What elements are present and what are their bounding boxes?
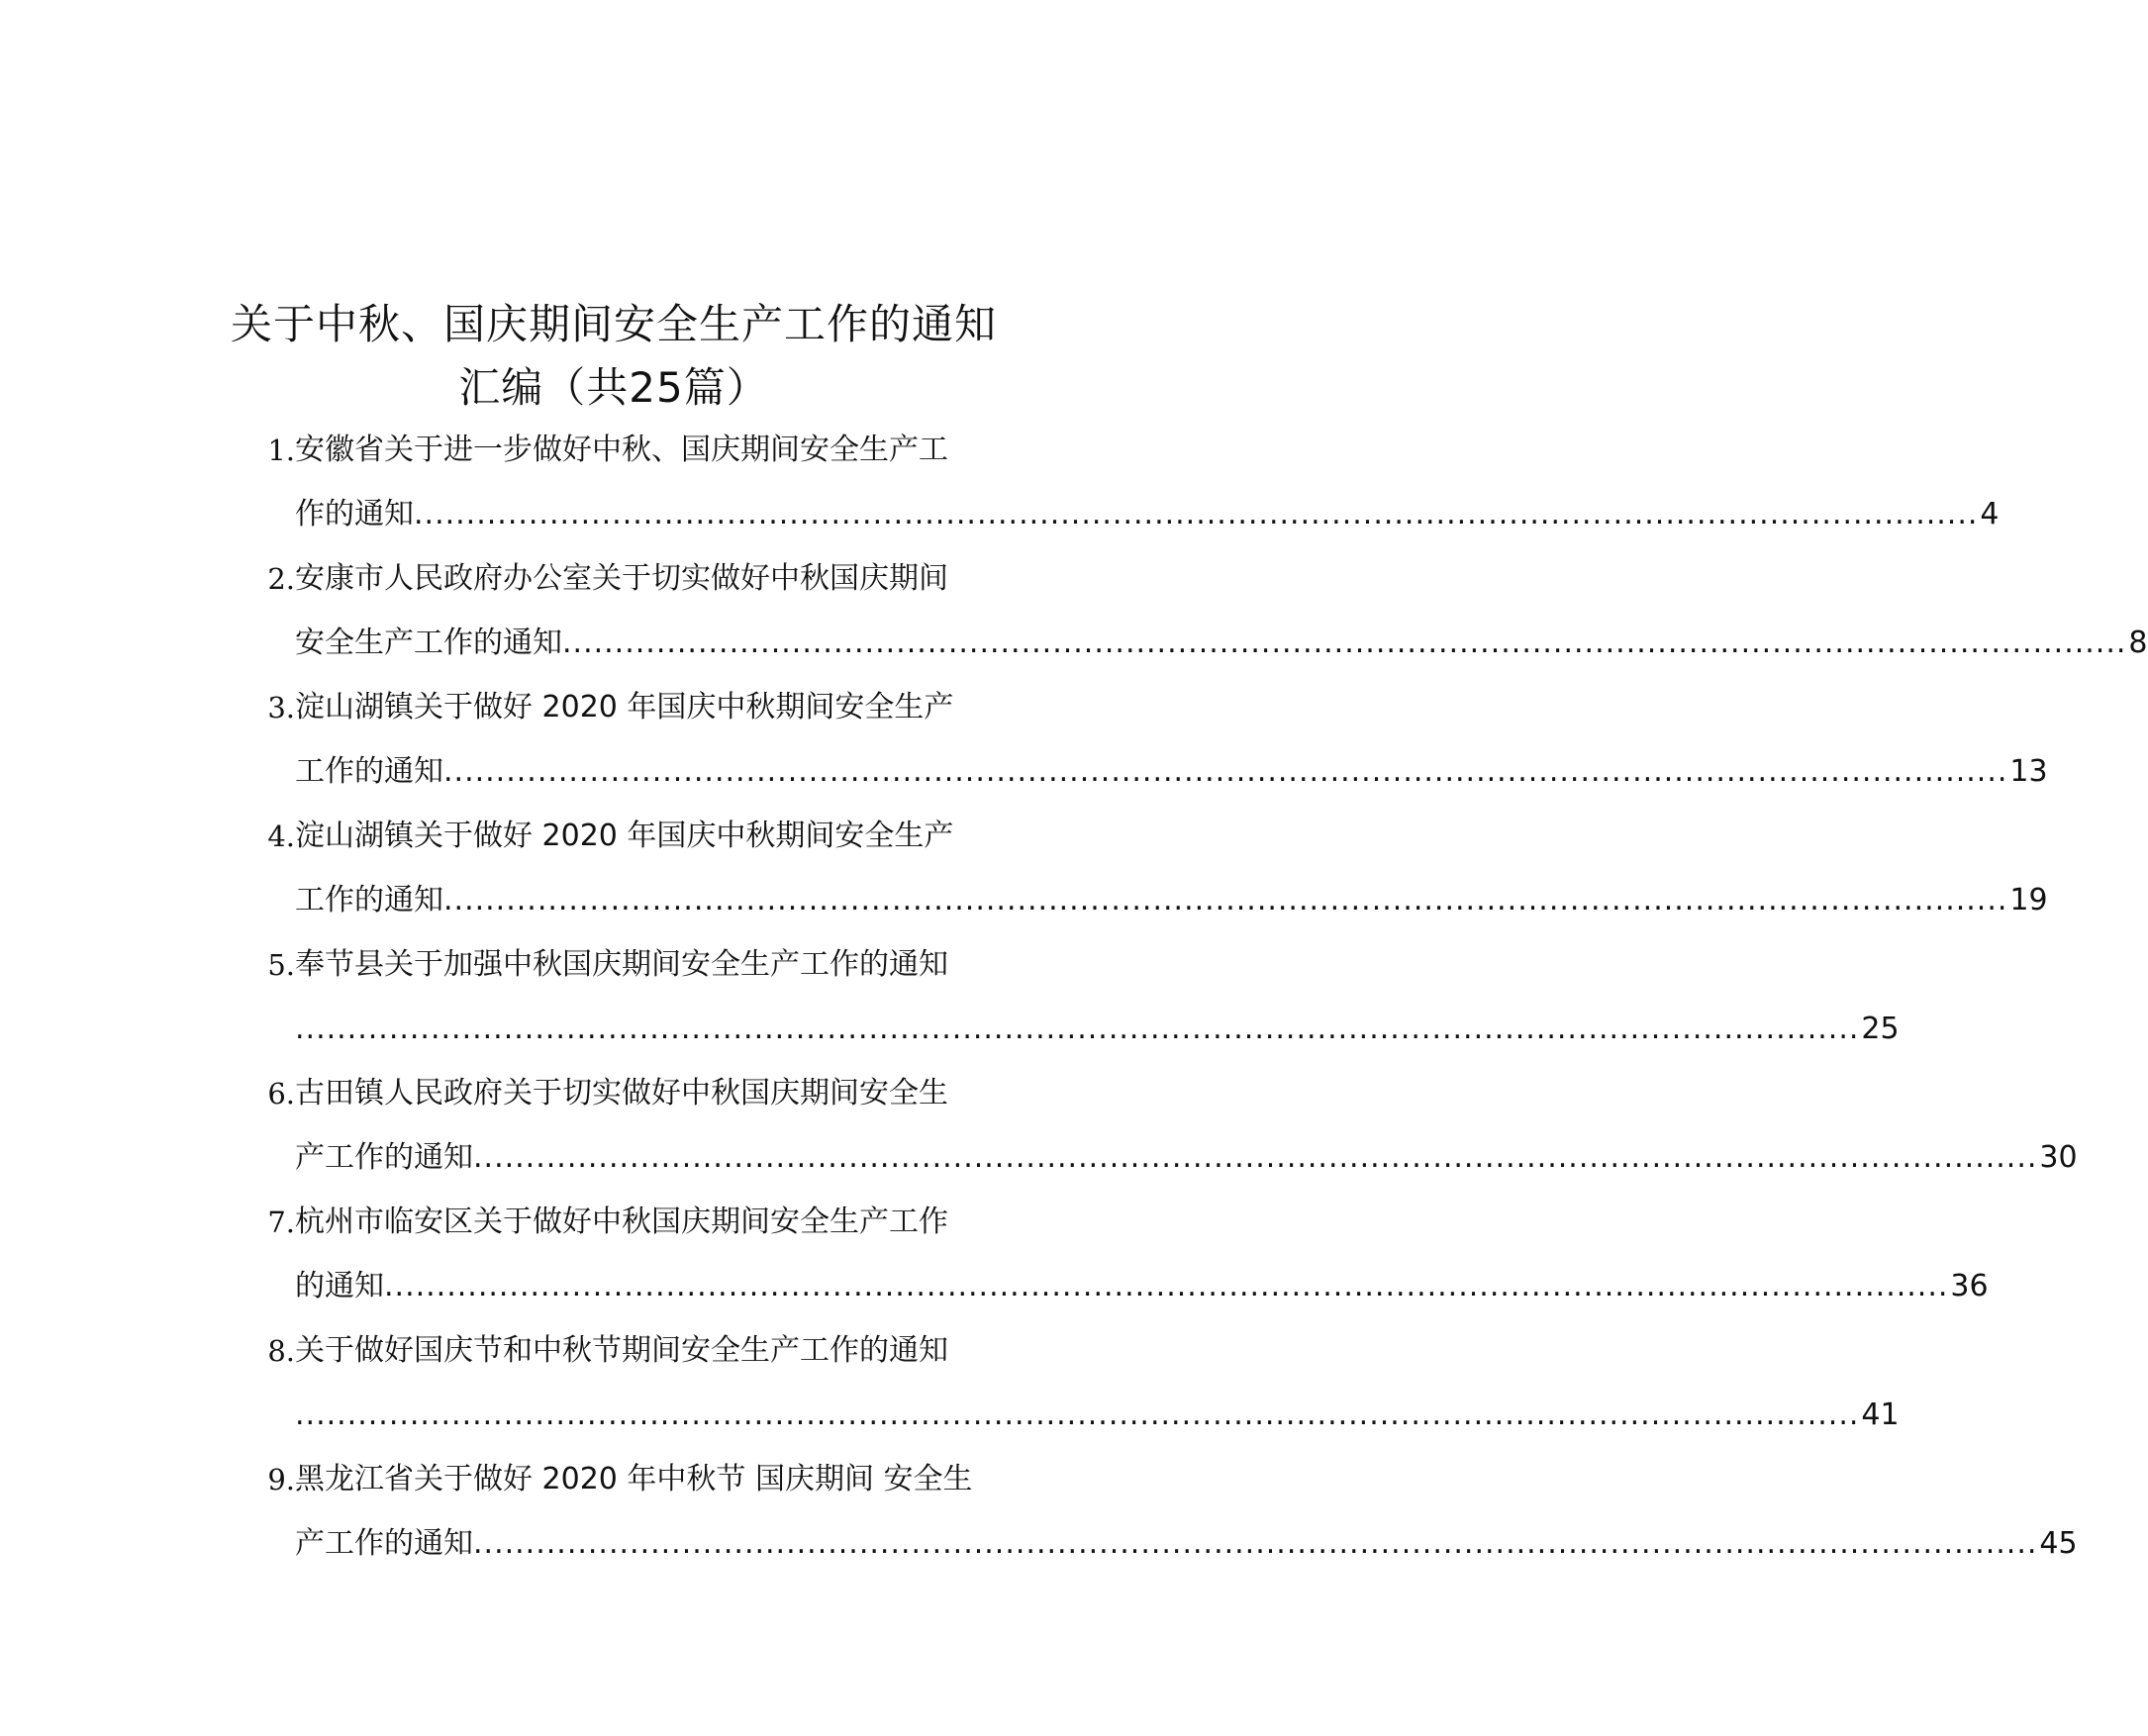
toc-entry-3[interactable] [238, 676, 2048, 805]
dot-leader: ...................................................................................................................................................... [443, 754, 2008, 789]
toc-entry-title-tail: 工作的通知 [295, 883, 443, 917]
toc-entry-title-tail: 产工作的通知 [295, 1140, 473, 1175]
dot-leader: ...................................................................................................................................................... [473, 1526, 2038, 1561]
toc-entry-title: 安徽省关于进一步做好中秋、国庆期间安全生产工 [295, 433, 948, 467]
dot-leader: ...................................................................................................................................................... [473, 1140, 2038, 1175]
toc-entry-number: 7. [267, 1206, 295, 1239]
toc-entry-continuation [295, 1126, 2078, 1190]
toc-entry-continuation [295, 1255, 1989, 1318]
toc-page-number: 25 [1861, 1012, 1900, 1046]
toc-entry-title: 黑龙江省关于做好 2020 年中秋节 国庆期间 安全生 [295, 1462, 973, 1496]
toc-entry-title-tail: 的通知 [295, 1269, 384, 1303]
toc-entry-continuation [295, 869, 2048, 932]
toc-entry-number: 6. [267, 1077, 295, 1110]
toc-entry-title-tail: 作的通知 [295, 497, 414, 531]
toc-entry-continuation [295, 740, 2048, 804]
dot-leader: ...................................................................................................................................................... [295, 1398, 1860, 1432]
toc-entry-continuation [295, 1512, 2078, 1576]
toc-entry-7[interactable] [238, 1191, 1989, 1319]
toc-entry-1[interactable] [238, 419, 2000, 547]
toc-entry-title-tail: 安全生产工作的通知 [295, 626, 562, 660]
toc-entry-number: 8. [267, 1334, 295, 1368]
toc-entry-number: 5. [267, 948, 295, 982]
toc-entry-title: 淀山湖镇关于做好 2020 年国庆中秋期间安全生产 [295, 819, 954, 853]
toc-page-number: 19 [2009, 883, 2048, 917]
toc-entry-title: 杭州市临安区关于做好中秋国庆期间安全生产工作 [295, 1205, 948, 1239]
toc-page-number: 36 [1950, 1269, 1989, 1303]
toc-entry-continuation [295, 612, 2148, 675]
toc-entry-title: 奉节县关于加强中秋国庆期间安全生产工作的通知 [295, 947, 948, 982]
document-title-line2: 汇编（共25篇） [458, 363, 769, 412]
toc-entry-number: 2. [267, 562, 295, 596]
toc-entry-continuation [295, 998, 1900, 1061]
toc-entry-continuation [295, 483, 2000, 546]
document-title-line1: 关于中秋、国庆期间安全生产工作的通知 [230, 300, 997, 348]
toc-entry-5[interactable] [238, 933, 1900, 1062]
toc-entry-6[interactable] [238, 1062, 2078, 1191]
toc-entry-title: 古田镇人民政府关于切实做好中秋国庆期间安全生 [295, 1076, 948, 1110]
toc-entry-title: 淀山湖镇关于做好 2020 年国庆中秋期间安全生产 [295, 690, 954, 724]
toc-entry-title-tail: 产工作的通知 [295, 1526, 473, 1561]
toc-entry-number: 1. [267, 434, 295, 467]
toc-entry-9[interactable] [238, 1448, 2078, 1577]
dot-leader: ...................................................................................................................................................... [295, 1012, 1860, 1046]
dot-leader: ...................................................................................................................................................... [562, 626, 2127, 660]
toc-entry-number: 4. [267, 820, 295, 853]
toc-entry-title: 关于做好国庆节和中秋节期间安全生产工作的通知 [295, 1333, 948, 1368]
toc-page-number: 8 [2128, 626, 2148, 660]
dot-leader: ...................................................................................................................................................... [414, 497, 1979, 531]
toc-page-number: 41 [1861, 1398, 1900, 1432]
toc-entry-number: 3. [267, 691, 295, 724]
toc-entry-number: 9. [267, 1463, 295, 1496]
dot-leader: ...................................................................................................................................................... [443, 883, 2008, 917]
toc-page-number: 30 [2039, 1140, 2078, 1175]
toc-page-number: 4 [1980, 497, 2000, 531]
toc-entry-title: 安康市人民政府办公室关于切实做好中秋国庆期间 [295, 561, 948, 596]
dot-leader: ...................................................................................................................................................... [384, 1269, 1949, 1303]
toc-entry-continuation [295, 1384, 1900, 1447]
toc-entry-2[interactable] [238, 547, 2148, 676]
toc-entry-4[interactable] [238, 805, 2048, 933]
toc-entry-8[interactable] [238, 1319, 1900, 1448]
toc-page-number: 13 [2009, 754, 2048, 789]
toc-page-number: 45 [2039, 1526, 2078, 1561]
toc-entry-title-tail: 工作的通知 [295, 754, 443, 789]
